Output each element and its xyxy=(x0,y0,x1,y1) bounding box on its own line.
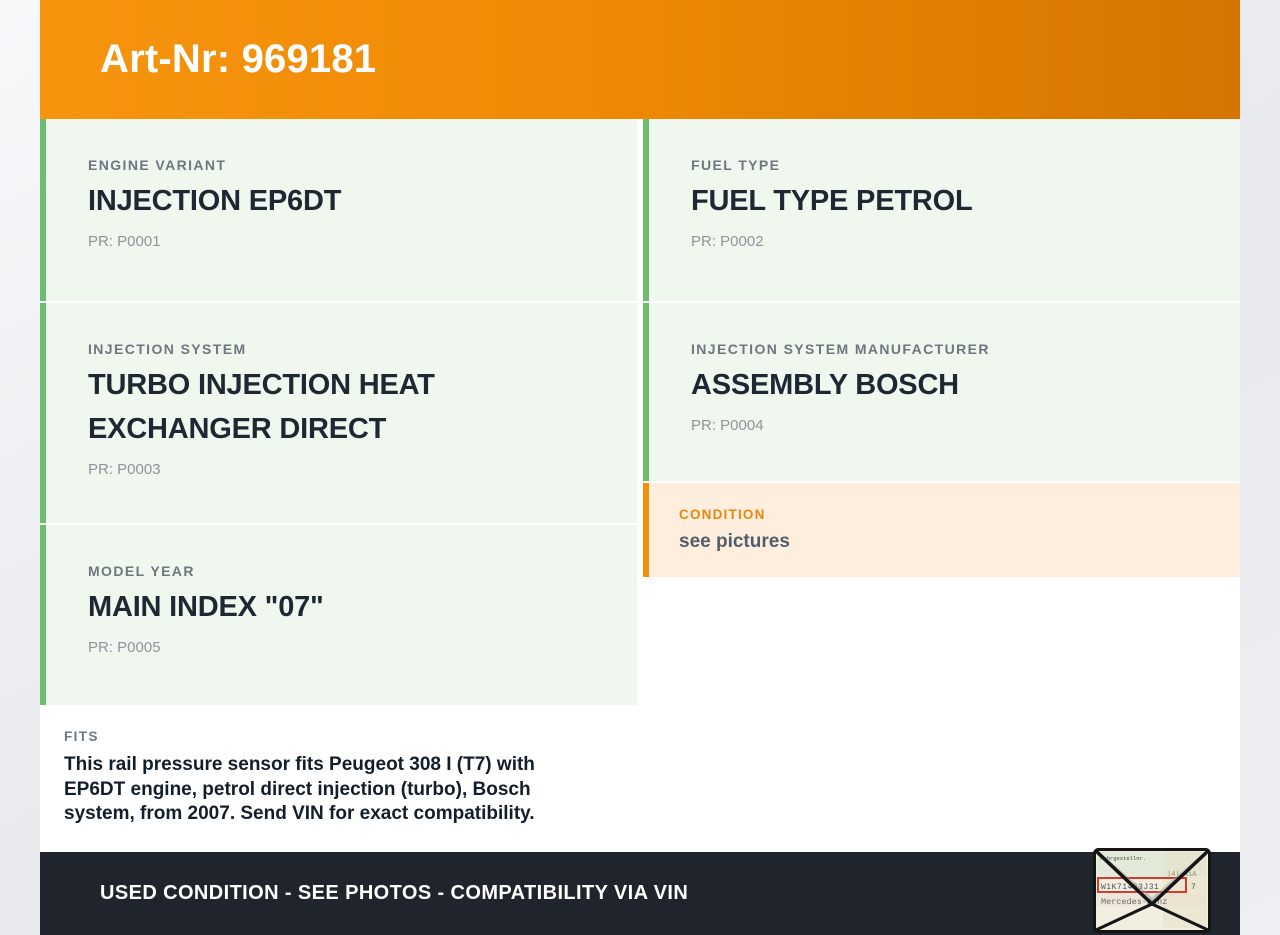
spec-card-fuel-type xyxy=(643,119,1240,301)
spec-pr-code: PR: P0002 xyxy=(691,233,764,250)
spec-pr-code: PR: P0001 xyxy=(88,233,161,250)
spec-value: INJECTION EP6DT xyxy=(88,185,342,217)
spec-value: MAIN INDEX "07" xyxy=(88,591,324,623)
spec-card-model-year xyxy=(40,525,637,705)
stamp-vin-text: W1K71463J31 xyxy=(1101,883,1160,892)
spec-value: FUEL TYPE PETROL xyxy=(691,185,973,217)
stamp-vin-suffix-text: 7 xyxy=(1191,883,1196,892)
spec-card-engine-variant xyxy=(40,119,637,301)
spec-value: TURBO INJECTION HEAT EXCHANGER DIRECT xyxy=(88,369,435,445)
spec-card-injection-manufacturer xyxy=(643,303,1240,481)
footer-tagline: USED CONDITION - SEE PHOTOS - COMPATIBILITY VIA VIN xyxy=(100,882,689,904)
spec-value: ASSEMBLY BOSCH xyxy=(691,369,959,401)
spec-pr-code: PR: P0003 xyxy=(88,461,161,478)
spec-grid xyxy=(40,119,1240,852)
condition-label: CONDITION xyxy=(679,507,766,522)
fits-label: FITS xyxy=(64,729,99,744)
stamp-doc-mark-text: |4| AiA xyxy=(1167,871,1197,879)
spec-label: ENGINE VARIANT xyxy=(88,157,227,173)
article-number-title: Art-Nr: 969181 xyxy=(100,37,377,81)
condition-value: see pictures xyxy=(679,531,790,552)
spec-label: INJECTION SYSTEM MANUFACTURER xyxy=(691,341,990,357)
footer-bar xyxy=(40,852,1240,935)
envelope-registration-stamp-icon xyxy=(1093,848,1211,933)
condition-card xyxy=(643,483,1240,577)
spec-label: FUEL TYPE xyxy=(691,157,781,173)
stamp-brand-text: Mercedes-Benz xyxy=(1101,897,1168,907)
fits-section xyxy=(40,707,637,852)
stamp-doc-label-text: Fahrgestellnr. xyxy=(1100,855,1147,862)
listing-container xyxy=(40,0,1240,935)
fits-description: This rail pressure sensor fits Peugeot 308 I (T7) with EP6DT engine, petrol direct injection (turbo), Bosch system, from 2007. Send VIN for exact compatibility. xyxy=(64,754,535,824)
spec-pr-code: PR: P0004 xyxy=(691,417,764,434)
spec-card-injection-system xyxy=(40,303,637,523)
spec-label: MODEL YEAR xyxy=(88,563,195,579)
spec-pr-code: PR: P0005 xyxy=(88,639,161,656)
header-banner xyxy=(40,0,1240,119)
spec-label: INJECTION SYSTEM xyxy=(88,341,247,357)
